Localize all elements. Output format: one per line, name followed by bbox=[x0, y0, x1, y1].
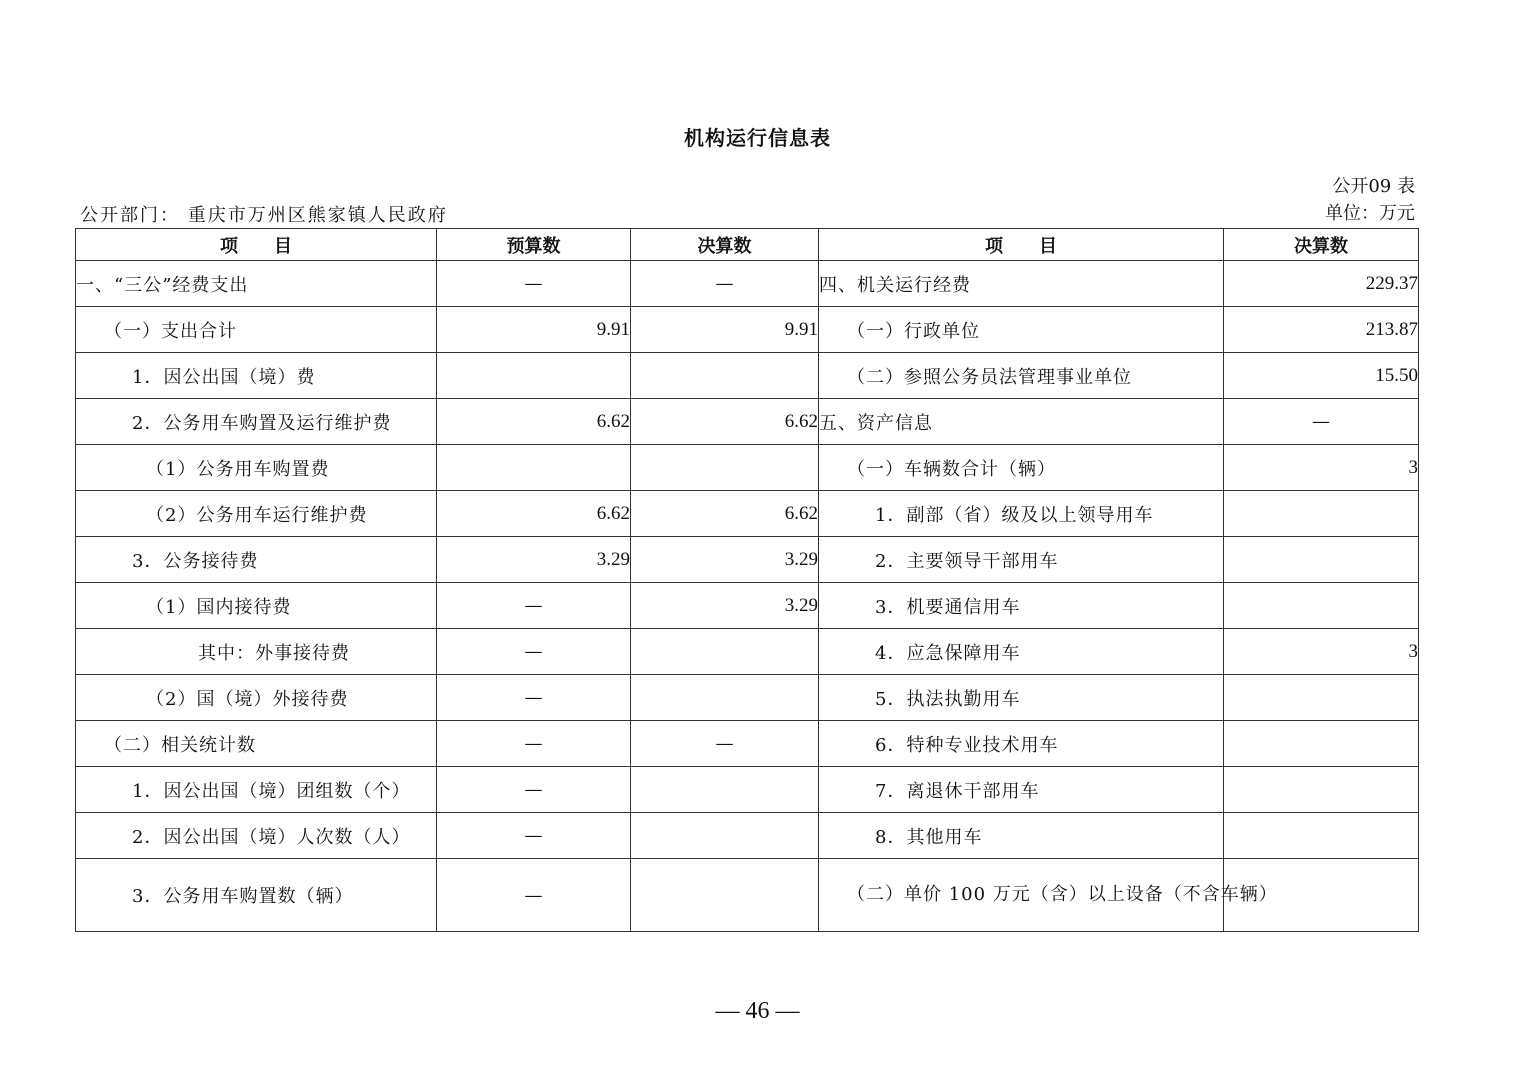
row-final: 3.29 bbox=[631, 537, 819, 583]
row-final: 9.91 bbox=[631, 307, 819, 353]
table-row bbox=[76, 307, 1419, 353]
info-table bbox=[75, 228, 1419, 932]
row-final bbox=[631, 813, 819, 859]
table-row bbox=[76, 629, 1419, 675]
row-final: 6.62 bbox=[631, 491, 819, 537]
row-budget: — bbox=[437, 721, 631, 767]
row-right-value bbox=[1224, 675, 1419, 721]
table-header-row bbox=[76, 229, 1419, 261]
row-budget bbox=[437, 445, 631, 491]
row-right-label: （二）参照公务员法管理事业单位 bbox=[819, 353, 1224, 399]
row-budget: 6.62 bbox=[437, 491, 631, 537]
row-right-value: 3 bbox=[1224, 445, 1419, 491]
row-right-label: （二）单价 100 万元（含）以上设备（不含车辆） bbox=[819, 859, 1224, 932]
row-final: 3.29 bbox=[631, 583, 819, 629]
row-final bbox=[631, 353, 819, 399]
table-row bbox=[76, 537, 1419, 583]
row-budget: — bbox=[437, 813, 631, 859]
table-row bbox=[76, 491, 1419, 537]
table-row bbox=[76, 261, 1419, 307]
table-row bbox=[76, 721, 1419, 767]
row-budget: — bbox=[437, 767, 631, 813]
row-final: — bbox=[631, 261, 819, 307]
row-final: 6.62 bbox=[631, 399, 819, 445]
row-budget: — bbox=[437, 629, 631, 675]
table-row bbox=[76, 399, 1419, 445]
form-number: 公开09 表 bbox=[1332, 176, 1415, 197]
row-right-label: 6．特种专业技术用车 bbox=[819, 721, 1224, 767]
row-right-value bbox=[1224, 767, 1419, 813]
page-number: — 46 — bbox=[715, 998, 800, 1024]
row-right-label: 3．机要通信用车 bbox=[819, 583, 1224, 629]
row-label: （1）国内接待费 bbox=[76, 583, 437, 629]
row-label: 其中：外事接待费 bbox=[76, 629, 437, 675]
row-right-label: 1．副部（省）级及以上领导用车 bbox=[819, 491, 1224, 537]
row-right-value: 213.87 bbox=[1224, 307, 1419, 353]
header-item-left: 项 目 bbox=[76, 229, 437, 261]
row-right-value bbox=[1224, 813, 1419, 859]
row-final bbox=[631, 859, 819, 932]
row-right-value bbox=[1224, 583, 1419, 629]
department-label: 公开部门： 重庆市万州区熊家镇人民政府 bbox=[80, 205, 448, 226]
row-budget: 9.91 bbox=[437, 307, 631, 353]
table-row bbox=[76, 767, 1419, 813]
row-budget: 6.62 bbox=[437, 399, 631, 445]
row-label: 3．公务接待费 bbox=[76, 537, 437, 583]
row-budget: — bbox=[437, 261, 631, 307]
row-budget: — bbox=[437, 859, 631, 932]
row-label: （1）公务用车购置费 bbox=[76, 445, 437, 491]
row-label: 2．公务用车购置及运行维护费 bbox=[76, 399, 437, 445]
row-right-label: 8．其他用车 bbox=[819, 813, 1224, 859]
header-final-left: 决算数 bbox=[631, 229, 819, 261]
row-right-value: 229.37 bbox=[1224, 261, 1419, 307]
table-row bbox=[76, 353, 1419, 399]
row-right-label: （一）行政单位 bbox=[819, 307, 1224, 353]
row-label: 3．公务用车购置数（辆） bbox=[76, 859, 437, 932]
row-right-value bbox=[1224, 721, 1419, 767]
row-right-label: 2．主要领导干部用车 bbox=[819, 537, 1224, 583]
row-final bbox=[631, 675, 819, 721]
row-label: （2）国（境）外接待费 bbox=[76, 675, 437, 721]
row-right-label: 4．应急保障用车 bbox=[819, 629, 1224, 675]
table-row bbox=[76, 859, 1419, 932]
row-label: 2．因公出国（境）人次数（人） bbox=[76, 813, 437, 859]
row-final bbox=[631, 767, 819, 813]
row-label: （一）支出合计 bbox=[76, 307, 437, 353]
row-budget: — bbox=[437, 675, 631, 721]
row-right-label: 四、机关运行经费 bbox=[819, 261, 1224, 307]
row-right-value: — bbox=[1224, 399, 1419, 445]
row-right-label: （一）车辆数合计（辆） bbox=[819, 445, 1224, 491]
table-row bbox=[76, 813, 1419, 859]
row-final bbox=[631, 445, 819, 491]
row-right-value: 3 bbox=[1224, 629, 1419, 675]
row-right-value bbox=[1224, 537, 1419, 583]
row-label: 1．因公出国（境）费 bbox=[76, 353, 437, 399]
row-label: 1．因公出国（境）团组数（个） bbox=[76, 767, 437, 813]
header-budget: 预算数 bbox=[437, 229, 631, 261]
row-label: 一、“三公”经费支出 bbox=[76, 261, 437, 307]
page-title: 机构运行信息表 bbox=[684, 126, 831, 150]
row-budget bbox=[437, 353, 631, 399]
row-budget: 3.29 bbox=[437, 537, 631, 583]
row-right-value: 15.50 bbox=[1224, 353, 1419, 399]
table-row bbox=[76, 445, 1419, 491]
row-final: — bbox=[631, 721, 819, 767]
row-right-label: 五、资产信息 bbox=[819, 399, 1224, 445]
row-final bbox=[631, 629, 819, 675]
table-row bbox=[76, 675, 1419, 721]
row-right-label: 7．离退休干部用车 bbox=[819, 767, 1224, 813]
unit-label: 单位：万元 bbox=[1325, 203, 1415, 224]
header-item-right: 项 目 bbox=[819, 229, 1224, 261]
row-budget: — bbox=[437, 583, 631, 629]
row-right-label: 5．执法执勤用车 bbox=[819, 675, 1224, 721]
header-final-right: 决算数 bbox=[1224, 229, 1419, 261]
row-right-value bbox=[1224, 491, 1419, 537]
row-label: （二）相关统计数 bbox=[76, 721, 437, 767]
row-label: （2）公务用车运行维护费 bbox=[76, 491, 437, 537]
table-row bbox=[76, 583, 1419, 629]
